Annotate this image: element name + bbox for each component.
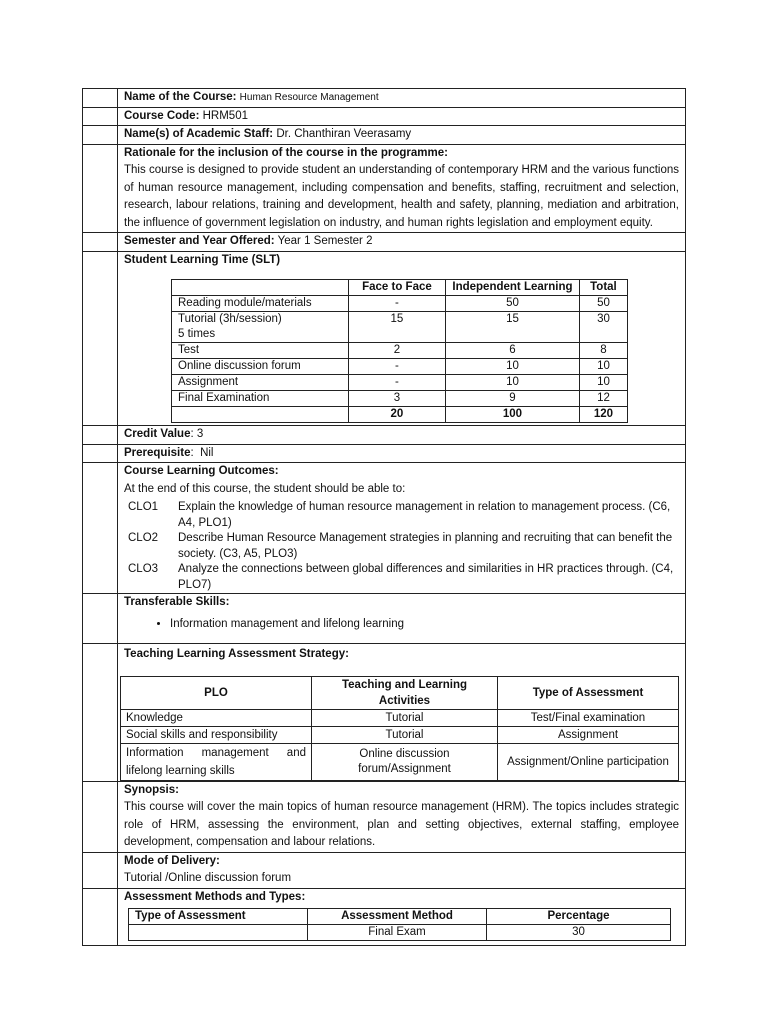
transferable-label: Transferable Skills: xyxy=(124,596,230,608)
course-name-value: Human Resource Management xyxy=(239,92,379,103)
slt-activity: Assignment xyxy=(172,375,349,391)
assessment-header-type: Type of Assessment xyxy=(129,909,308,925)
synopsis-row xyxy=(83,781,686,852)
slt-label: Student Learning Time (SLT) xyxy=(124,253,281,266)
delivery-label: Mode of Delivery: xyxy=(124,854,220,867)
slt-face: 15 xyxy=(348,312,445,343)
tlas-row-info xyxy=(121,743,679,780)
tlas-row-social xyxy=(121,726,679,743)
clo-code: CLO2 xyxy=(128,532,159,544)
assessment-header-percentage: Percentage xyxy=(487,909,671,925)
assessment-row-final xyxy=(129,925,671,941)
slt-activity: Reading module/materials xyxy=(172,296,349,312)
delivery-row xyxy=(83,852,686,888)
slt-row-test xyxy=(172,343,628,359)
slt-table xyxy=(171,279,628,423)
slt-row-final xyxy=(172,391,628,407)
slt-total: 12 xyxy=(579,391,627,407)
assessment-label: Assessment Methods and Types: xyxy=(124,890,306,903)
slt-face: - xyxy=(348,296,445,312)
tlas-header-row xyxy=(121,676,679,709)
transferable-item: • Information management and lifelong learning xyxy=(170,616,679,634)
slt-total-face: 20 xyxy=(348,407,445,423)
assessment-header-method: Assessment Method xyxy=(308,909,487,925)
assessment-percentage: 30 xyxy=(487,925,671,941)
assessment-type xyxy=(129,925,308,941)
slt-header-activity xyxy=(172,280,349,296)
slt-face: - xyxy=(348,359,445,375)
rationale-label: Rationale for the inclusion of the course in the programme: xyxy=(124,146,448,159)
clo-label: Course Learning Outcomes: xyxy=(124,465,279,477)
academic-staff-label: Name(s) of Academic Staff: xyxy=(124,128,274,140)
clo-code: CLO3 xyxy=(128,563,159,575)
clo-item xyxy=(124,500,679,531)
slt-activity: Test xyxy=(172,343,349,359)
prerequisite-value: : Nil xyxy=(190,446,214,459)
assessment-header-row xyxy=(129,909,671,925)
slt-total: 30 xyxy=(579,312,627,343)
slt-face: 2 xyxy=(348,343,445,359)
course-code-value: HRM501 xyxy=(202,109,248,122)
tlas-plo: Social skills and responsibility xyxy=(121,726,312,743)
slt-row-tutorial xyxy=(172,312,628,343)
slt-header-independent: Independent Learning xyxy=(446,280,580,296)
academic-staff-value: Dr. Chanthiran Veerasamy xyxy=(276,128,412,140)
synopsis-text: This course will cover the main topics of human resource management (HRM). The topics includes strategic role of HRM, assessing the environment, plan and setting objectives, external staffing, employee development, compensation and labour relations. xyxy=(124,801,679,848)
slt-total: 10 xyxy=(579,375,627,391)
tlas-activity: Online discussion forum/Assignment xyxy=(312,743,498,780)
credit-value: : 3 xyxy=(190,428,204,440)
delivery-value: Tutorial /Online discussion forum xyxy=(124,872,292,884)
course-name-row xyxy=(83,89,686,108)
synopsis-label: Synopsis: xyxy=(124,783,179,796)
tlas-assessment: Assignment xyxy=(498,726,679,743)
semester-value: Year 1 Semester 2 xyxy=(277,235,373,247)
clo-item xyxy=(124,531,679,562)
slt-independent: 50 xyxy=(446,296,580,312)
slt-activity-detail: 5 times xyxy=(178,328,216,340)
clo-text: Analyze the connections between global differences and similarities in HR practices through. (C4, PLO7) xyxy=(178,563,674,591)
transferable-list xyxy=(124,616,679,634)
slt-total-independent: 100 xyxy=(446,407,580,423)
slt-independent: 15 xyxy=(446,312,580,343)
tlas-plo: Information management and lifelong learning skills xyxy=(121,743,312,780)
academic-staff-row xyxy=(83,126,686,145)
tlas-header-assessment: Type of Assessment xyxy=(498,676,679,709)
tlas-plo: Knowledge xyxy=(121,709,312,726)
tlas-assessment: Assignment/Online participation xyxy=(498,743,679,780)
slt-row-reading xyxy=(172,296,628,312)
prerequisite-label: Prerequisite xyxy=(124,446,191,459)
credit-row xyxy=(83,426,686,445)
slt-independent: 10 xyxy=(446,375,580,391)
slt-row-assignment xyxy=(172,375,628,391)
semester-label: Semester and Year Offered: xyxy=(124,235,275,247)
course-name-label: Name of the Course: xyxy=(124,91,237,103)
slt-total: 10 xyxy=(579,359,627,375)
assessment-method: Final Exam xyxy=(308,925,487,941)
prerequisite-row xyxy=(83,444,686,463)
course-info-table xyxy=(82,88,686,946)
slt-total: 8 xyxy=(579,343,627,359)
assessment-table xyxy=(128,908,671,941)
slt-activity: Online discussion forum xyxy=(172,359,349,375)
tlas-assessment: Test/Final examination xyxy=(498,709,679,726)
tlas-header-plo: PLO xyxy=(121,676,312,709)
clo-text: Explain the knowledge of human resource management in relation to management process. (C6, A4, PLO1) xyxy=(178,501,671,529)
tlas-label: Teaching Learning Assessment Strategy: xyxy=(124,648,349,660)
slt-header-row xyxy=(172,280,628,296)
course-code-row xyxy=(83,107,686,126)
transferable-row xyxy=(83,594,686,644)
clo-item xyxy=(124,562,679,593)
tlas-activity: Tutorial xyxy=(312,709,498,726)
slt-independent: 9 xyxy=(446,391,580,407)
course-code-label: Course Code: xyxy=(124,109,200,122)
slt-total-total: 120 xyxy=(579,407,627,423)
tlas-activity: Tutorial xyxy=(312,726,498,743)
clo-row xyxy=(83,463,686,594)
slt-total: 50 xyxy=(579,296,627,312)
assessment-row xyxy=(83,888,686,946)
slt-header-total: Total xyxy=(579,280,627,296)
tlas-table xyxy=(120,676,679,781)
slt-face: 3 xyxy=(348,391,445,407)
clo-code: CLO1 xyxy=(128,501,159,513)
tlas-row-knowledge xyxy=(121,709,679,726)
slt-row xyxy=(83,251,686,426)
slt-row-forum xyxy=(172,359,628,375)
credit-label: Credit Value xyxy=(124,428,191,440)
slt-activity: Final Examination xyxy=(172,391,349,407)
semester-row xyxy=(83,233,686,252)
rationale-row xyxy=(83,144,686,233)
slt-totals-row xyxy=(172,407,628,423)
slt-header-face: Face to Face xyxy=(348,280,445,296)
slt-independent: 6 xyxy=(446,343,580,359)
clo-text: Describe Human Resource Management strategies in planning and recruiting that can benefit the society. (C3, A5, PLO3) xyxy=(178,532,673,560)
slt-activity: Tutorial (3h/session) xyxy=(178,313,282,325)
slt-independent: 10 xyxy=(446,359,580,375)
tlas-row xyxy=(83,644,686,782)
slt-face: - xyxy=(348,375,445,391)
rationale-text: This course is designed to provide student an understanding of contemporary HRM and the various functions of human resource management, including compensation and benefits, staffing, recruitment and selection, research, labour relations, training and development, health and safety, planning, mediation and arbitration, the influence of government legislation on industry, and human rights legislation and employment equity. xyxy=(124,164,679,229)
tlas-header-activities: Teaching and Learning Activities xyxy=(312,676,498,709)
clo-intro: At the end of this course, the student should be able to: xyxy=(124,482,406,495)
